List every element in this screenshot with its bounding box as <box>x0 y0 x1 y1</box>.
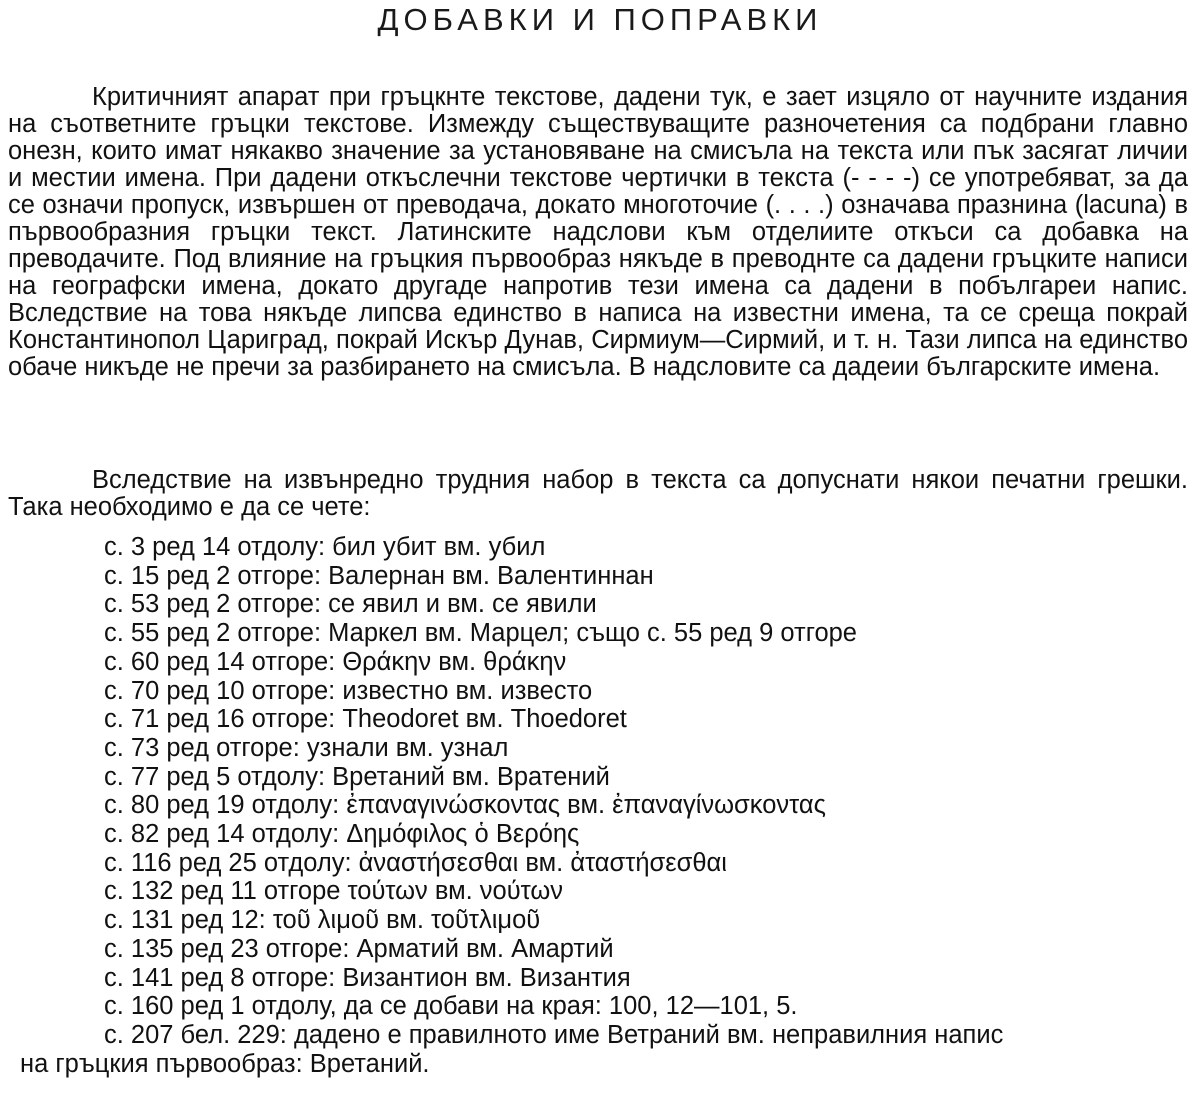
errata-item: с. 116 ред 25 отдолу: ἀναστήσεσθαι вм. ἀταστήσεσθαι <box>104 848 727 877</box>
errata-item: с. 71 ред 16 отгоре: Theodoret вм. Thoedoret <box>104 705 627 734</box>
errata-intro-text: Вследствие на извънредно трудния набор в текста са допуснати някои печатни грешки. Така необходимо е да се чете: <box>8 466 1188 521</box>
errata-item: с. 60 ред 14 отгоре: Θράκην вм. θράκην <box>104 647 567 676</box>
intro-paragraph <box>8 84 1188 381</box>
errata-item: с. 207 бел. 229: дадено е правилното име Ветраний вм. неправилния напис <box>104 1020 1004 1049</box>
errata-item: с. 3 ред 14 отдолу: бил убит вм. убил <box>104 533 546 561</box>
errata-item: с. 77 ред 5 отдолу: Вретаний вм. Вратений <box>104 762 610 791</box>
errata-item: с. 70 ред 10 отгоре: известно вм. известо <box>104 676 593 705</box>
errata-item: с. 82 ред 14 отдолу: Δημόφιλος ὁ Βερόης <box>104 820 580 849</box>
errata-item: с. 80 ред 19 отдолу: ἐπαναγινώσκοντας вм. ἐπαναγίνωσκοντας <box>104 791 826 820</box>
page-title: ДОБАВКИ И ПОПРАВКИ <box>377 2 823 37</box>
intro-paragraph-text: Критичният апарат при гръцкнте текстове, дадени тук, е зает изцяло от научните издания на съответните гръцки текстове. Измежду съществуващите разночетения са подбрани главно онезн, които имат някакво значение за установяване на смисъла на текста или пък засягат личии и местии имена. При дадени откъслечни текстове чертички в текста (- - - -) се употребяват, за да се означи пропуск, извършен от преводача, докато многоточие (. . . .) означава празнина (lacuna) в първообразния гръцки текст. Латинските надслови към отделиите откъси са добавка на преводачите. Под влияние на гръцкия първообраз някъде в преводнте са дадени гръцките написи на географски имена, докато другаде напротив тези имена са дадени в побългареи напис. Вследствие на това някъде липсва единство в написа на известни имена, та се среща покрай Константинопол Цариград, покрай Искър Дунав, Сирмиум—Сирмий, и т. н. Тази липса на единство обаче никъде не пречи за разбирането на смисъла. В надсловите са дадеии българските имена. <box>8 83 1188 381</box>
errata-item-continuation: на гръцкия първообраз: Вретаний. <box>20 1049 430 1078</box>
errata-list <box>20 533 1194 1078</box>
errata-intro-paragraph <box>8 467 1188 521</box>
errata-item: с. 132 ред 11 отгоре τούτων вм. νούτων <box>104 877 564 906</box>
errata-item: с. 131 ред 12: τοῦ λιμοῦ вм. τοῦτλιμοῦ <box>104 906 541 935</box>
errata-item: с. 15 ред 2 отгоре: Валернан вм. Валентиннан <box>104 561 654 590</box>
errata-item: с. 53 ред 2 отгоре: се явил и вм. се явили <box>104 590 597 619</box>
errata-item: с. 55 ред 2 отгоре: Маркел вм. Марцел; също с. 55 ред 9 отгоре <box>104 619 857 648</box>
errata-item: с. 135 ред 23 отгоре: Арматий вм. Амартий <box>104 934 614 963</box>
errata-item: с. 141 ред 8 отгоре: Византион вм. Византия <box>104 963 631 992</box>
errata-item: с. 160 ред 1 отдолу, да се добави на края: 100, 12—101, 5. <box>104 992 798 1021</box>
errata-item: с. 73 ред отгоре: узнали вм. узнал <box>104 733 509 762</box>
